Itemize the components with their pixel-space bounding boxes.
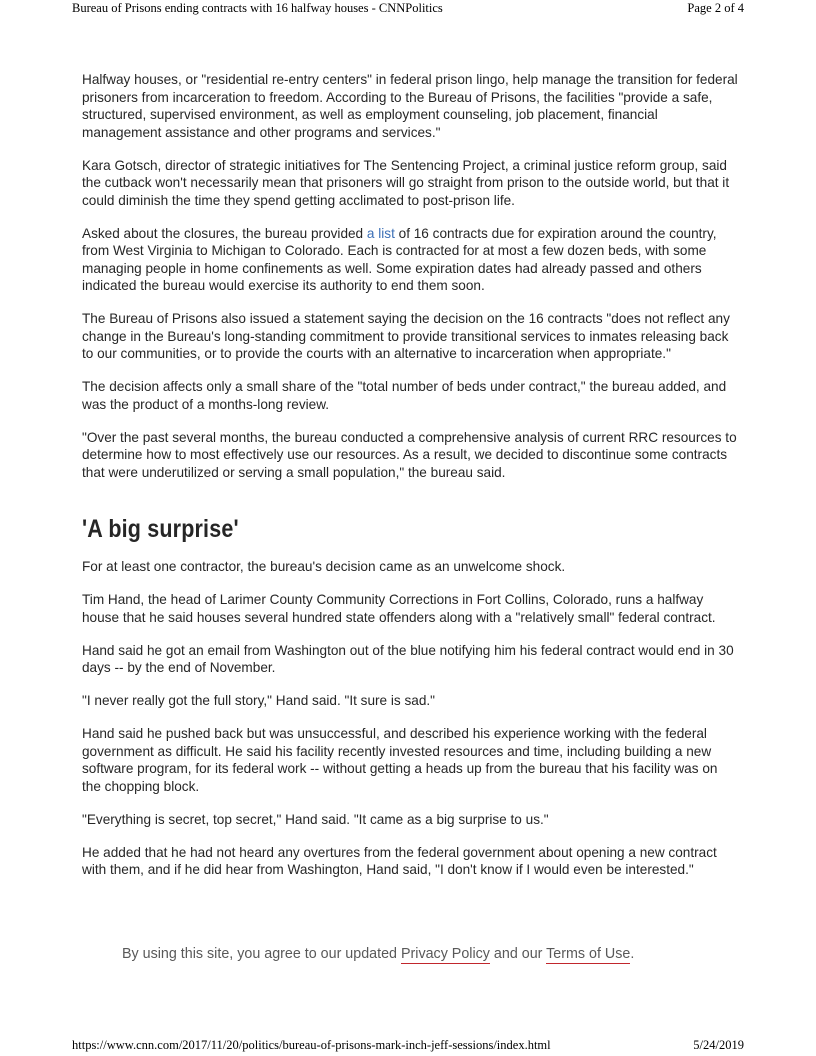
section-subheading: 'A big surprise'	[82, 515, 239, 543]
consent-text: By using this site, you agree to our updated	[122, 946, 401, 962]
terms-of-use-link[interactable]: Terms of Use	[546, 946, 631, 962]
article-body	[82, 71, 738, 894]
print-page-number: Page 2 of 4	[687, 1, 744, 15]
consent-text: and our	[489, 946, 547, 962]
paragraph-text: Asked about the closures, the bureau provided	[82, 225, 367, 241]
paragraph: Halfway houses, or "residential re-entry centers" in federal prison lingo, help manage the transition for federal prisoners from incarceration to freedom. According to the Bureau of Prisons, the facilities "provide a safe, structured, supervised environment, as well as employment counseling, job placement, financial management assistance and other programs and services."	[82, 72, 738, 140]
paragraph: Hand said he pushed back but was unsuccessful, and described his experience working with the federal government as difficult. He said his facility recently invested resources and time, including building a new software program, for its federal work -- without getting a heads up from the bureau that his facility was on the chopping block.	[82, 726, 718, 794]
paragraph: "I never really got the full story," Hand said. "It sure is sad."	[82, 693, 436, 708]
paragraph: Tim Hand, the head of Larimer County Community Corrections in Fort Collins, Colorado, runs a halfway house that he said houses several hundred state offenders along with a "relatively small" federal contract.	[82, 592, 716, 625]
paragraph: He added that he had not heard any overtures from the federal government about opening a new contract with them, and if he did hear from Washington, Hand said, "I don't know if I would even be interested."	[82, 844, 717, 877]
cookie-consent-notice	[122, 946, 634, 962]
paragraph-text: of 16 contracts due for expiration around the country, from West Virginia to Michigan to Colorado. Each is contracted for at most a few dozen beds, with some managing people in home confinements as well. Some expiration dates had already passed and others indicated the bureau would exercise its authority to end them soon.	[82, 225, 717, 293]
paragraph: Hand said he got an email from Washington out of the blue notifying him his federal contract would end in 30 days -- by the end of November.	[82, 642, 734, 675]
paragraph: "Over the past several months, the bureau conducted a comprehensive analysis of current RRC resources to determine how to most effectively use our resources. As a result, we decided to discontinue some contracts that were underutilized or serving a small population," the bureau said.	[82, 429, 737, 480]
print-header-title: Bureau of Prisons ending contracts with 16 halfway houses - CNNPolitics	[72, 1, 443, 15]
paragraph: The decision affects only a small share of the "total number of beds under contract," the bureau added, and was the product of a months-long review.	[82, 379, 727, 412]
paragraph: Kara Gotsch, director of strategic initiatives for The Sentencing Project, a criminal justice reform group, said the cutback won't necessarily mean that prisoners will go straight from prison to the outside world, but that it could diminish the time they spend getting acclimated to post-prison life.	[82, 157, 730, 208]
paragraph: For at least one contractor, the bureau's decision came as an unwelcome shock.	[82, 559, 566, 574]
paragraph: The Bureau of Prisons also issued a statement saying the decision on the 16 contracts "does not reflect any change in the Bureau's long-standing commitment to provide transitional services to inmates releasing back to our communities, or to provide the courts with an alternative to incarceration when appropriate."	[82, 311, 730, 361]
print-footer-date: 5/24/2019	[693, 1038, 744, 1052]
contracts-list-link[interactable]: a list	[366, 225, 395, 241]
privacy-policy-link[interactable]: Privacy Policy	[400, 946, 490, 962]
print-footer-url: https://www.cnn.com/2017/11/20/politics/bureau-of-prisons-mark-inch-jeff-sessions/index.html	[72, 1038, 551, 1052]
consent-text: .	[630, 946, 635, 962]
paragraph: "Everything is secret, top secret," Hand said. "It came as a big surprise to us."	[82, 811, 549, 827]
paragraph	[82, 225, 738, 295]
